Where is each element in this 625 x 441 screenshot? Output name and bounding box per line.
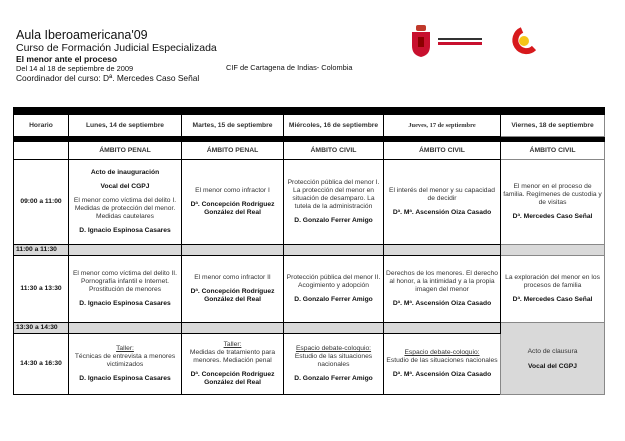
- session-topic: La exploración del menor en los procesos de familia: [505, 274, 600, 289]
- session-topic: Técnicas de entrevista a menores victimizados: [74, 353, 176, 368]
- session-topic: Estudio de las situaciones nacionales: [386, 357, 498, 364]
- header-tuesday: Martes, 15 de septiembre: [182, 115, 284, 137]
- session-type: Espacio debate-coloquio:: [295, 345, 372, 352]
- session-cell-closing: [501, 323, 605, 395]
- session-topic: El menor como infractor II: [194, 274, 271, 281]
- session-cell: [182, 160, 284, 245]
- ambito-tuesday: ÁMBITO PENAL: [182, 142, 284, 160]
- session-topic: Protección pública del menor I. La protección del menor en situación de desamparo. La tutela de la administración: [287, 179, 380, 210]
- session-cell: [284, 256, 384, 323]
- day-header-row: [14, 115, 605, 137]
- session-cell: [501, 256, 605, 323]
- session-speaker: D. Gonzalo Ferrer Amigo: [294, 375, 373, 382]
- event-speaker: Vocal del CGPJ: [528, 362, 577, 370]
- session-cell: [284, 334, 384, 395]
- session-topic: El interés del menor y su capacidad de decidir: [389, 187, 495, 202]
- logos: [410, 22, 550, 62]
- session-topic: El menor como víctima del delito II. Pornografía infantil e Internet. Prostitución de menores: [72, 270, 178, 293]
- event-speaker: Vocal del CGPJ: [100, 183, 150, 190]
- header-friday: Viernes, 18 de septiembre: [501, 115, 605, 137]
- cgpj-shield-icon: [410, 22, 550, 62]
- time-slot: 14:30 a 16:30: [14, 334, 69, 395]
- time-slot: 11:30 a 13:30: [14, 256, 69, 323]
- document-header: [16, 28, 217, 83]
- session-cell: [182, 334, 284, 395]
- ambito-thursday: ÁMBITO CIVIL: [384, 142, 501, 160]
- session-topic: El menor como víctima del delito I. Medidas de protección del menor. Medidas cautelares: [73, 197, 177, 220]
- session-type: Taller:: [116, 345, 134, 352]
- header-horario: Horario: [14, 115, 69, 137]
- header-wednesday: Miércoles, 16 de septiembre: [284, 115, 384, 137]
- session-cell: [384, 160, 501, 245]
- session-cell: [501, 160, 605, 245]
- ambito-empty: [14, 142, 69, 160]
- session-topic: Estudio de las situaciones nacionales: [294, 353, 373, 368]
- ambito-row: [14, 142, 605, 160]
- course-location: CIF de Cartagena de Indias- Colombia: [226, 63, 353, 72]
- course-title: Curso de Formación Judicial Especializada: [16, 42, 217, 54]
- header-monday: Lunes, 14 de septiembre: [69, 115, 182, 137]
- session-speaker: D. Gonzalo Ferrer Amigo: [294, 296, 373, 303]
- session-cell: [69, 160, 182, 245]
- event-label: Acto de inauguración: [90, 169, 160, 176]
- session-speaker: Dª. Concepción Rodríguez González del Real: [190, 371, 275, 386]
- ambito-friday: ÁMBITO CIVIL: [501, 142, 605, 160]
- time-slot: 13:30 a 14:30: [14, 323, 69, 334]
- schedule-table: [13, 107, 605, 395]
- session-speaker: Dª. Concepción Rodríguez González del Real: [190, 201, 275, 216]
- session-topic: El menor en el proceso de familia. Regímenes de custodia y de visitas: [503, 183, 602, 206]
- program-title: Aula Iberoamericana'09: [16, 28, 148, 42]
- session-cell: [182, 256, 284, 323]
- course-subtitle: El menor ante el proceso: [16, 54, 118, 64]
- session-cell: [284, 160, 384, 245]
- session-type: Espacio debate-coloquio:: [404, 349, 480, 356]
- session-topic: Derechos de los menores. El derecho al honor, a la intimidad y a la propia imagen del menor: [386, 270, 498, 293]
- session-speaker: D. Gonzalo Ferrer Amigo: [294, 217, 373, 224]
- session-row-2: [14, 256, 605, 323]
- session-speaker: D. Ignacio Espinosa Casares: [79, 375, 171, 382]
- header-thursday: Jueves, 17 de septiembre: [384, 115, 501, 137]
- session-speaker: D. Ignacio Espinosa Casares: [79, 300, 171, 307]
- time-slot: 09:00 a 11:00: [14, 160, 69, 245]
- event-label: Acto de clausura: [527, 347, 578, 355]
- session-speaker: Dª. Mª. Ascensión Oiza Casado: [392, 209, 492, 216]
- ambito-monday: ÁMBITO PENAL: [69, 142, 182, 160]
- session-speaker: Dª. Mª. Ascensión Oiza Casado: [392, 300, 492, 307]
- session-cell: [69, 256, 182, 323]
- time-slot: 11:00 a 11:30: [14, 245, 69, 256]
- session-row-1: [14, 160, 605, 245]
- course-coordinator: Coordinador del curso: Dª. Mercedes Caso Señal: [16, 73, 200, 83]
- break-row-2: [14, 323, 605, 334]
- session-cell: [69, 334, 182, 395]
- session-topic: El menor como infractor I: [195, 187, 270, 194]
- session-cell: [384, 256, 501, 323]
- session-speaker: Dª. Concepción Rodríguez González del Real: [190, 288, 275, 303]
- session-speaker: Dª. Mercedes Caso Señal: [512, 296, 593, 303]
- session-type: Taller:: [223, 341, 242, 348]
- session-speaker: Dª. Mercedes Caso Señal: [512, 213, 593, 220]
- session-speaker: D. Ignacio Espinosa Casares: [79, 227, 171, 234]
- course-dates: Del 14 al 18 de septiembre de 2009: [16, 64, 134, 73]
- session-cell: [384, 334, 501, 395]
- ambito-wednesday: ÁMBITO CIVIL: [284, 142, 384, 160]
- session-topic: Protección pública del menor II. Acogimiento y adopción: [286, 274, 381, 289]
- break-row-1: [14, 245, 605, 256]
- session-topic: Medidas de tratamiento para menores. Mediación penal: [189, 349, 276, 364]
- session-speaker: Dª. Mª. Ascensión Oiza Casado: [392, 371, 492, 378]
